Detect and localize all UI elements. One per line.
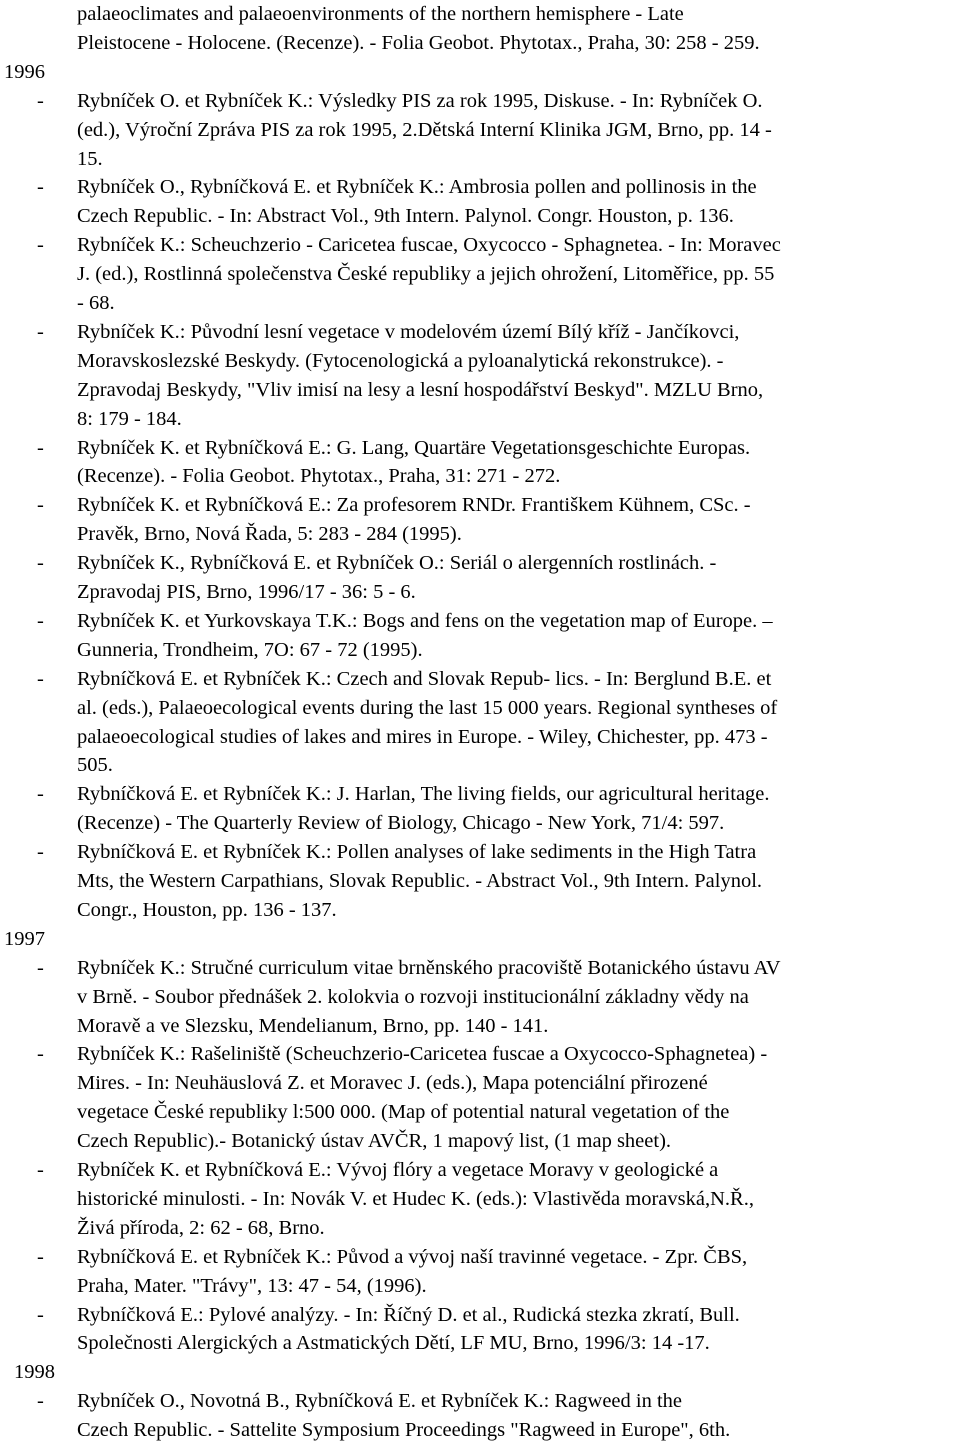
reference-text: Rybníček K. et Yurkovskaya T.K.: Bogs and fens on the vegetation map of Europe. – [77, 609, 773, 632]
reference-continuation [0, 636, 960, 665]
reference-text: Rybníček K.: Rašeliniště (Scheuchzerio-Caricetea fuscae a Oxycocco-Sphagnetea) - [77, 1043, 768, 1066]
list-bullet-dash: - [37, 1159, 44, 1181]
reference-text: Rybníček K.: Původní lesní vegetace v modelovém území Bílý kříž - Jančíkovci, [77, 320, 740, 343]
reference-entry-start [0, 1040, 960, 1069]
list-bullet-dash: - [37, 609, 44, 632]
list-bullet-dash: - [37, 1303, 44, 1326]
reference-entry-start [0, 607, 960, 636]
reference-text: - 68. [77, 292, 115, 314]
reference-continuation [0, 289, 960, 318]
reference-text: 505. [77, 754, 113, 777]
reference-text: Pravěk, Brno, Nová Řada, 5: 283 - 284 (1995). [77, 523, 462, 546]
reference-continuation [0, 983, 960, 1012]
reference-text: historické minulosti. - In: Novák V. et Hudec K. (eds.): Vlastivěda moravská,N.Ř., [77, 1187, 754, 1210]
reference-continuation [0, 896, 960, 925]
reference-continuation [0, 1127, 960, 1156]
list-bullet-dash: - [37, 234, 44, 257]
reference-continuation [0, 1329, 960, 1358]
reference-text: Gunneria, Trondheim, 7O: 67 - 72 (1995). [77, 638, 423, 661]
reference-continuation [0, 1012, 960, 1041]
list-bullet-dash: - [37, 494, 44, 517]
list-bullet-dash: - [37, 552, 44, 575]
reference-text: Congr., Houston, pp. 136 - 137. [77, 898, 337, 921]
reference-continuation [0, 1185, 960, 1214]
list-bullet-dash: - [37, 667, 44, 690]
reference-entry-start [0, 665, 960, 694]
reference-text: palaeoclimates and palaeoenvironments of the northern hemisphere - Late [77, 3, 684, 25]
reference-continuation [0, 751, 960, 780]
reference-entry-start [0, 1156, 960, 1185]
reference-continuation [0, 260, 960, 289]
list-bullet-dash: - [37, 1245, 44, 1268]
reference-continuation [0, 578, 960, 607]
reference-text: J. (ed.), Rostlinná společenstva České republiky a jejich ohrožení, Litoměřice, pp. 55 [77, 263, 775, 286]
list-bullet-dash: - [37, 1390, 44, 1413]
reference-entry-start [0, 1301, 960, 1330]
list-bullet-dash: - [37, 783, 44, 806]
reference-text: Rybníčková E. et Rybníček K.: J. Harlan, The living fields, our agricultural heritage. [77, 783, 770, 806]
year-heading: 1997 [4, 927, 45, 950]
reference-text: Rybníček O. et Rybníček K.: Výsledky PIS za rok 1995, Diskuse. - In: Rybníček O. [77, 89, 763, 112]
reference-continuation [0, 376, 960, 405]
list-bullet-dash: - [37, 320, 44, 343]
year-heading-row [0, 1358, 960, 1387]
reference-continuation [0, 520, 960, 549]
reference-continuation [0, 723, 960, 752]
year-heading-row [0, 925, 960, 954]
reference-text: Společnosti Alergických a Astmatických Dětí, LF MU, Brno, 1996/3: 14 -17. [77, 1332, 710, 1355]
reference-entry-start [0, 173, 960, 202]
reference-text: Rybníček K.: Scheuchzerio - Caricetea fuscae, Oxycocco - Sphagnetea. - In: Moravec [77, 234, 781, 257]
reference-continuation [0, 1069, 960, 1098]
year-heading: 1996 [4, 60, 45, 83]
reference-continuation [0, 116, 960, 145]
reference-text: 8: 179 - 184. [77, 407, 182, 430]
reference-entry-start [0, 549, 960, 578]
reference-text: Moravě a ve Slezsku, Mendelianum, Brno, pp. 140 - 141. [77, 1014, 549, 1037]
reference-text: v Brně. - Soubor přednášek 2. kolokvia o rozvoji institucionální základny vědy na [77, 985, 749, 1008]
reference-continuation [0, 1272, 960, 1301]
year-heading: 1998 [14, 1361, 55, 1384]
reference-entry-start [0, 491, 960, 520]
reference-text: palaeoecological studies of lakes and mires in Europe. - Wiley, Chichester, pp. 473 - [77, 725, 768, 748]
reference-text: Pleistocene - Holocene. (Recenze). - Folia Geobot. Phytotax., Praha, 30: 258 - 259. [77, 31, 760, 54]
reference-text: Zpravodaj PIS, Brno, 1996/17 - 36: 5 - 6. [77, 581, 416, 603]
reference-text: Moravskoslezské Beskydy. (Fytocenologická a pyloanalytická rekonstrukce). - [77, 349, 724, 372]
reference-text: Rybníček K. et Rybníčková E.: Za profesorem RNDr. Františkem Kühnem, CSc. - [77, 494, 751, 517]
list-bullet-dash: - [37, 436, 44, 459]
reference-text: 15. [77, 147, 103, 170]
reference-text: Živá příroda, 2: 62 - 68, Brno. [77, 1216, 325, 1239]
list-bullet-dash: - [37, 1043, 44, 1066]
reference-text: Mts, the Western Carpathians, Slovak Republic. - Abstract Vol., 9th Intern. Palynol. [77, 870, 763, 892]
reference-text: al. (eds.), Palaeoecological events during the last 15 000 years. Regional syntheses of [77, 696, 778, 719]
reference-text: Rybníčková E. et Rybníček K.: Pollen analyses of lake sediments in the High Tatra [77, 841, 757, 864]
reference-continuation [0, 29, 960, 58]
reference-text: Czech Republic. - Sattelite Symposium Proceedings "Ragweed in Europe", 6th. [77, 1419, 731, 1442]
reference-text: Czech Republic).- Botanický ústav AVČR, 1 mapový list, (1 map sheet). [77, 1130, 672, 1153]
reference-entry-start [0, 1387, 960, 1416]
reference-text: Czech Republic. - In: Abstract Vol., 9th Intern. Palynol. Congr. Houston, p. 136. [77, 205, 734, 228]
reference-entry-start [0, 954, 960, 983]
reference-text: Mires. - In: Neuhäuslová Z. et Moravec J. (eds.), Mapa potenciální přirozené [77, 1072, 708, 1095]
reference-entry-start [0, 87, 960, 116]
reference-text: Praha, Mater. "Trávy", 13: 47 - 54, (1996). [77, 1274, 427, 1297]
list-bullet-dash: - [37, 956, 44, 979]
year-heading-row [0, 58, 960, 87]
reference-text: vegetace České republiky l:500 000. (Map of potential natural vegetation of the [77, 1101, 730, 1124]
reference-entry-start [0, 838, 960, 867]
reference-continuation [0, 405, 960, 434]
reference-continuation [0, 0, 960, 29]
reference-text: Rybníček K. et Rybníčková E.: G. Lang, Quartäre Vegetationsgeschichte Europas. [77, 436, 751, 459]
list-bullet-dash: - [37, 841, 44, 864]
reference-text: Rybníček O., Rybníčková E. et Rybníček K.: Ambrosia pollen and pollinosis in the [77, 176, 757, 199]
reference-text: Rybníčková E. et Rybníček K.: Původ a vývoj naší travinné vegetace. - Zpr. ČBS, [77, 1245, 748, 1268]
list-bullet-dash: - [37, 89, 44, 112]
reference-entry-start [0, 434, 960, 463]
reference-continuation [0, 1098, 960, 1127]
reference-text: (ed.), Výroční Zpráva PIS za rok 1995, 2.Dětská Interní Klinika JGM, Brno, pp. 14 - [77, 118, 772, 141]
reference-text: Rybníčková E.: Pylové analýzy. - In: Říčný D. et al., Rudická stezka zkratí, Bull. [77, 1303, 740, 1326]
reference-continuation [0, 202, 960, 231]
list-bullet-dash: - [37, 176, 44, 199]
reference-continuation [0, 347, 960, 376]
reference-entry-start [0, 231, 960, 260]
reference-continuation [0, 1214, 960, 1243]
reference-text: (Recenze). - Folia Geobot. Phytotax., Praha, 31: 271 - 272. [77, 465, 561, 488]
reference-entry-start [0, 780, 960, 809]
reference-continuation [0, 462, 960, 491]
reference-continuation [0, 809, 960, 838]
reference-text: Rybníčková E. et Rybníček K.: Czech and Slovak Repub- lics. - In: Berglund B.E. et [77, 667, 772, 690]
reference-text: Rybníček K., Rybníčková E. et Rybníček O.: Seriál o alergenních rostlinách. - [77, 552, 717, 575]
reference-entry-start [0, 1243, 960, 1272]
reference-text: (Recenze) - The Quarterly Review of Biology, Chicago - New York, 71/4: 597. [77, 812, 725, 835]
reference-continuation [0, 1416, 960, 1445]
reference-text: Zpravodaj Beskydy, "Vliv imisí na lesy a lesní hospodářství Beskyd". MZLU Brno, [77, 378, 764, 401]
reference-text: Rybníček K. et Rybníčková E.: Vývoj flóry a vegetace Moravy v geologické a [77, 1159, 719, 1181]
reference-continuation [0, 694, 960, 723]
reference-continuation [0, 145, 960, 174]
reference-entry-start [0, 318, 960, 347]
reference-continuation [0, 867, 960, 896]
reference-text: Rybníček K.: Stručné curriculum vitae brněnského pracoviště Botanického ústavu AV [77, 956, 781, 979]
reference-text: Rybníček O., Novotná B., Rybníčková E. et Rybníček K.: Ragweed in the [77, 1390, 683, 1413]
